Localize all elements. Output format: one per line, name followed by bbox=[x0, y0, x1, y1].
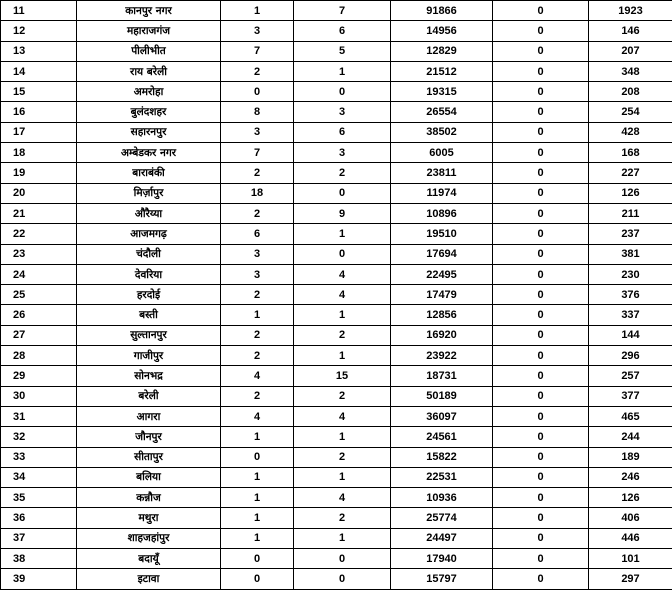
table-row bbox=[1, 325, 672, 345]
serial-cell: 36 bbox=[1, 508, 77, 528]
table-row bbox=[1, 467, 672, 487]
value-cell-2: 6 bbox=[294, 21, 391, 41]
value-cell-5: 376 bbox=[589, 285, 672, 305]
table-row bbox=[1, 305, 672, 325]
value-cell-1: 1 bbox=[221, 467, 294, 487]
value-cell-3: 19315 bbox=[391, 82, 493, 102]
value-cell-4: 0 bbox=[493, 143, 589, 163]
value-cell-4: 0 bbox=[493, 1, 589, 21]
table-row bbox=[1, 61, 672, 81]
value-cell-5: 146 bbox=[589, 21, 672, 41]
table-row bbox=[1, 508, 672, 528]
value-cell-1: 3 bbox=[221, 264, 294, 284]
table-row bbox=[1, 488, 672, 508]
value-cell-2: 4 bbox=[294, 406, 391, 426]
table-row bbox=[1, 346, 672, 366]
table-row bbox=[1, 224, 672, 244]
value-cell-1: 0 bbox=[221, 569, 294, 589]
value-cell-4: 0 bbox=[493, 305, 589, 325]
value-cell-2: 2 bbox=[294, 325, 391, 345]
district-name-cell: शाहजहांपुर bbox=[77, 528, 221, 548]
value-cell-2: 1 bbox=[294, 467, 391, 487]
district-name-cell: बदायूँ bbox=[77, 549, 221, 569]
value-cell-5: 207 bbox=[589, 41, 672, 61]
serial-cell: 30 bbox=[1, 386, 77, 406]
value-cell-2: 2 bbox=[294, 508, 391, 528]
value-cell-3: 17479 bbox=[391, 285, 493, 305]
serial-cell: 31 bbox=[1, 406, 77, 426]
value-cell-3: 6005 bbox=[391, 143, 493, 163]
district-name-cell: पीलीभीत bbox=[77, 41, 221, 61]
value-cell-2: 1 bbox=[294, 528, 391, 548]
value-cell-1: 7 bbox=[221, 41, 294, 61]
value-cell-3: 14956 bbox=[391, 21, 493, 41]
value-cell-1: 3 bbox=[221, 122, 294, 142]
table-body bbox=[1, 1, 672, 590]
value-cell-1: 1 bbox=[221, 427, 294, 447]
table-row bbox=[1, 406, 672, 426]
value-cell-5: 168 bbox=[589, 143, 672, 163]
serial-cell: 12 bbox=[1, 21, 77, 41]
value-cell-2: 1 bbox=[294, 61, 391, 81]
value-cell-4: 0 bbox=[493, 285, 589, 305]
serial-cell: 18 bbox=[1, 143, 77, 163]
value-cell-5: 126 bbox=[589, 183, 672, 203]
district-name-cell: महाराजगंज bbox=[77, 21, 221, 41]
value-cell-5: 465 bbox=[589, 406, 672, 426]
district-name-cell: बुलंदशहर bbox=[77, 102, 221, 122]
district-name-cell: मिर्ज़ापुर bbox=[77, 183, 221, 203]
value-cell-4: 0 bbox=[493, 122, 589, 142]
serial-cell: 22 bbox=[1, 224, 77, 244]
district-name-cell: सोनभद्र bbox=[77, 366, 221, 386]
value-cell-3: 15822 bbox=[391, 447, 493, 467]
district-name-cell: गाजीपुर bbox=[77, 346, 221, 366]
value-cell-4: 0 bbox=[493, 366, 589, 386]
serial-cell: 25 bbox=[1, 285, 77, 305]
district-name-cell: जौनपुर bbox=[77, 427, 221, 447]
value-cell-2: 0 bbox=[294, 82, 391, 102]
value-cell-1: 0 bbox=[221, 549, 294, 569]
table-row bbox=[1, 143, 672, 163]
serial-cell: 19 bbox=[1, 163, 77, 183]
district-name-cell: राय बरेली bbox=[77, 61, 221, 81]
district-name-cell: औरैय्या bbox=[77, 203, 221, 223]
value-cell-2: 4 bbox=[294, 264, 391, 284]
value-cell-4: 0 bbox=[493, 325, 589, 345]
value-cell-5: 1923 bbox=[589, 1, 672, 21]
serial-cell: 13 bbox=[1, 41, 77, 61]
value-cell-1: 1 bbox=[221, 1, 294, 21]
value-cell-1: 2 bbox=[221, 163, 294, 183]
value-cell-1: 2 bbox=[221, 346, 294, 366]
district-name-cell: मथुरा bbox=[77, 508, 221, 528]
district-name-cell: आगरा bbox=[77, 406, 221, 426]
table-row bbox=[1, 41, 672, 61]
value-cell-2: 4 bbox=[294, 488, 391, 508]
value-cell-5: 296 bbox=[589, 346, 672, 366]
value-cell-3: 26554 bbox=[391, 102, 493, 122]
value-cell-5: 257 bbox=[589, 366, 672, 386]
value-cell-3: 19510 bbox=[391, 224, 493, 244]
value-cell-5: 126 bbox=[589, 488, 672, 508]
serial-cell: 38 bbox=[1, 549, 77, 569]
value-cell-4: 0 bbox=[493, 21, 589, 41]
district-name-cell: बस्ती bbox=[77, 305, 221, 325]
table-row bbox=[1, 82, 672, 102]
value-cell-3: 17940 bbox=[391, 549, 493, 569]
serial-cell: 28 bbox=[1, 346, 77, 366]
value-cell-4: 0 bbox=[493, 61, 589, 81]
value-cell-1: 18 bbox=[221, 183, 294, 203]
district-name-cell: हरदोई bbox=[77, 285, 221, 305]
table-row bbox=[1, 427, 672, 447]
value-cell-1: 2 bbox=[221, 285, 294, 305]
value-cell-2: 9 bbox=[294, 203, 391, 223]
table-row bbox=[1, 285, 672, 305]
district-name-cell: सीतापुर bbox=[77, 447, 221, 467]
value-cell-3: 15797 bbox=[391, 569, 493, 589]
value-cell-1: 7 bbox=[221, 143, 294, 163]
value-cell-4: 0 bbox=[493, 82, 589, 102]
district-name-cell: बरेली bbox=[77, 386, 221, 406]
value-cell-3: 10896 bbox=[391, 203, 493, 223]
value-cell-5: 244 bbox=[589, 427, 672, 447]
value-cell-5: 377 bbox=[589, 386, 672, 406]
value-cell-4: 0 bbox=[493, 447, 589, 467]
value-cell-5: 230 bbox=[589, 264, 672, 284]
table-row bbox=[1, 1, 672, 21]
serial-cell: 37 bbox=[1, 528, 77, 548]
value-cell-3: 22495 bbox=[391, 264, 493, 284]
serial-cell: 17 bbox=[1, 122, 77, 142]
value-cell-3: 18731 bbox=[391, 366, 493, 386]
value-cell-3: 24561 bbox=[391, 427, 493, 447]
value-cell-5: 446 bbox=[589, 528, 672, 548]
serial-cell: 11 bbox=[1, 1, 77, 21]
value-cell-1: 2 bbox=[221, 61, 294, 81]
value-cell-1: 3 bbox=[221, 244, 294, 264]
district-name-cell: इटावा bbox=[77, 569, 221, 589]
value-cell-4: 0 bbox=[493, 569, 589, 589]
serial-cell: 29 bbox=[1, 366, 77, 386]
value-cell-2: 1 bbox=[294, 427, 391, 447]
value-cell-5: 254 bbox=[589, 102, 672, 122]
serial-cell: 33 bbox=[1, 447, 77, 467]
serial-cell: 27 bbox=[1, 325, 77, 345]
serial-cell: 23 bbox=[1, 244, 77, 264]
value-cell-2: 0 bbox=[294, 244, 391, 264]
table-row bbox=[1, 163, 672, 183]
value-cell-4: 0 bbox=[493, 528, 589, 548]
value-cell-1: 1 bbox=[221, 488, 294, 508]
value-cell-5: 348 bbox=[589, 61, 672, 81]
table-row bbox=[1, 203, 672, 223]
table-row bbox=[1, 549, 672, 569]
value-cell-5: 406 bbox=[589, 508, 672, 528]
value-cell-2: 4 bbox=[294, 285, 391, 305]
value-cell-5: 237 bbox=[589, 224, 672, 244]
district-name-cell: चंदौली bbox=[77, 244, 221, 264]
table-row bbox=[1, 386, 672, 406]
value-cell-2: 1 bbox=[294, 305, 391, 325]
value-cell-4: 0 bbox=[493, 264, 589, 284]
value-cell-2: 15 bbox=[294, 366, 391, 386]
district-name-cell: सहारनपुर bbox=[77, 122, 221, 142]
value-cell-4: 0 bbox=[493, 467, 589, 487]
value-cell-4: 0 bbox=[493, 549, 589, 569]
value-cell-5: 428 bbox=[589, 122, 672, 142]
value-cell-2: 0 bbox=[294, 183, 391, 203]
value-cell-5: 211 bbox=[589, 203, 672, 223]
serial-cell: 16 bbox=[1, 102, 77, 122]
value-cell-1: 8 bbox=[221, 102, 294, 122]
value-cell-5: 189 bbox=[589, 447, 672, 467]
district-name-cell: बाराबंकी bbox=[77, 163, 221, 183]
value-cell-4: 0 bbox=[493, 102, 589, 122]
value-cell-2: 3 bbox=[294, 143, 391, 163]
value-cell-4: 0 bbox=[493, 183, 589, 203]
district-name-cell: बलिया bbox=[77, 467, 221, 487]
value-cell-2: 5 bbox=[294, 41, 391, 61]
district-name-cell: सुल्तानपुर bbox=[77, 325, 221, 345]
value-cell-5: 208 bbox=[589, 82, 672, 102]
value-cell-4: 0 bbox=[493, 386, 589, 406]
serial-cell: 26 bbox=[1, 305, 77, 325]
table-row bbox=[1, 264, 672, 284]
value-cell-2: 2 bbox=[294, 163, 391, 183]
value-cell-2: 6 bbox=[294, 122, 391, 142]
value-cell-2: 3 bbox=[294, 102, 391, 122]
district-name-cell: कन्नौज bbox=[77, 488, 221, 508]
district-name-cell: कानपुर नगर bbox=[77, 1, 221, 21]
value-cell-4: 0 bbox=[493, 488, 589, 508]
value-cell-1: 3 bbox=[221, 21, 294, 41]
value-cell-1: 1 bbox=[221, 508, 294, 528]
value-cell-4: 0 bbox=[493, 508, 589, 528]
table-row bbox=[1, 21, 672, 41]
value-cell-1: 4 bbox=[221, 406, 294, 426]
value-cell-3: 23922 bbox=[391, 346, 493, 366]
serial-cell: 32 bbox=[1, 427, 77, 447]
table-row bbox=[1, 183, 672, 203]
serial-cell: 21 bbox=[1, 203, 77, 223]
serial-cell: 20 bbox=[1, 183, 77, 203]
value-cell-3: 38502 bbox=[391, 122, 493, 142]
value-cell-3: 25774 bbox=[391, 508, 493, 528]
table-row bbox=[1, 569, 672, 589]
value-cell-1: 1 bbox=[221, 528, 294, 548]
value-cell-5: 297 bbox=[589, 569, 672, 589]
value-cell-3: 91866 bbox=[391, 1, 493, 21]
value-cell-3: 23811 bbox=[391, 163, 493, 183]
value-cell-3: 17694 bbox=[391, 244, 493, 264]
table-row bbox=[1, 244, 672, 264]
serial-cell: 35 bbox=[1, 488, 77, 508]
district-name-cell: आजमगढ़ bbox=[77, 224, 221, 244]
value-cell-3: 12829 bbox=[391, 41, 493, 61]
value-cell-1: 2 bbox=[221, 203, 294, 223]
value-cell-3: 11974 bbox=[391, 183, 493, 203]
value-cell-3: 50189 bbox=[391, 386, 493, 406]
value-cell-2: 0 bbox=[294, 569, 391, 589]
table-row bbox=[1, 528, 672, 548]
value-cell-1: 6 bbox=[221, 224, 294, 244]
value-cell-3: 24497 bbox=[391, 528, 493, 548]
value-cell-5: 246 bbox=[589, 467, 672, 487]
value-cell-5: 337 bbox=[589, 305, 672, 325]
value-cell-4: 0 bbox=[493, 203, 589, 223]
value-cell-4: 0 bbox=[493, 406, 589, 426]
value-cell-4: 0 bbox=[493, 41, 589, 61]
value-cell-4: 0 bbox=[493, 163, 589, 183]
value-cell-4: 0 bbox=[493, 244, 589, 264]
value-cell-1: 0 bbox=[221, 82, 294, 102]
value-cell-1: 2 bbox=[221, 325, 294, 345]
value-cell-4: 0 bbox=[493, 346, 589, 366]
value-cell-2: 2 bbox=[294, 447, 391, 467]
value-cell-3: 12856 bbox=[391, 305, 493, 325]
value-cell-1: 2 bbox=[221, 386, 294, 406]
value-cell-1: 1 bbox=[221, 305, 294, 325]
table-row bbox=[1, 447, 672, 467]
value-cell-5: 101 bbox=[589, 549, 672, 569]
value-cell-2: 1 bbox=[294, 346, 391, 366]
district-name-cell: अमरोहा bbox=[77, 82, 221, 102]
value-cell-1: 4 bbox=[221, 366, 294, 386]
serial-cell: 34 bbox=[1, 467, 77, 487]
value-cell-3: 10936 bbox=[391, 488, 493, 508]
value-cell-3: 36097 bbox=[391, 406, 493, 426]
table-row bbox=[1, 102, 672, 122]
serial-cell: 15 bbox=[1, 82, 77, 102]
district-name-cell: देवरिया bbox=[77, 264, 221, 284]
value-cell-3: 16920 bbox=[391, 325, 493, 345]
district-name-cell: अम्बेडकर नगर bbox=[77, 143, 221, 163]
value-cell-3: 21512 bbox=[391, 61, 493, 81]
table-row bbox=[1, 122, 672, 142]
value-cell-2: 1 bbox=[294, 224, 391, 244]
serial-cell: 39 bbox=[1, 569, 77, 589]
serial-cell: 24 bbox=[1, 264, 77, 284]
table-row bbox=[1, 366, 672, 386]
value-cell-2: 2 bbox=[294, 386, 391, 406]
value-cell-4: 0 bbox=[493, 224, 589, 244]
value-cell-5: 381 bbox=[589, 244, 672, 264]
value-cell-2: 7 bbox=[294, 1, 391, 21]
value-cell-4: 0 bbox=[493, 427, 589, 447]
serial-cell: 14 bbox=[1, 61, 77, 81]
value-cell-1: 0 bbox=[221, 447, 294, 467]
value-cell-5: 227 bbox=[589, 163, 672, 183]
value-cell-2: 0 bbox=[294, 549, 391, 569]
value-cell-3: 22531 bbox=[391, 467, 493, 487]
value-cell-5: 144 bbox=[589, 325, 672, 345]
